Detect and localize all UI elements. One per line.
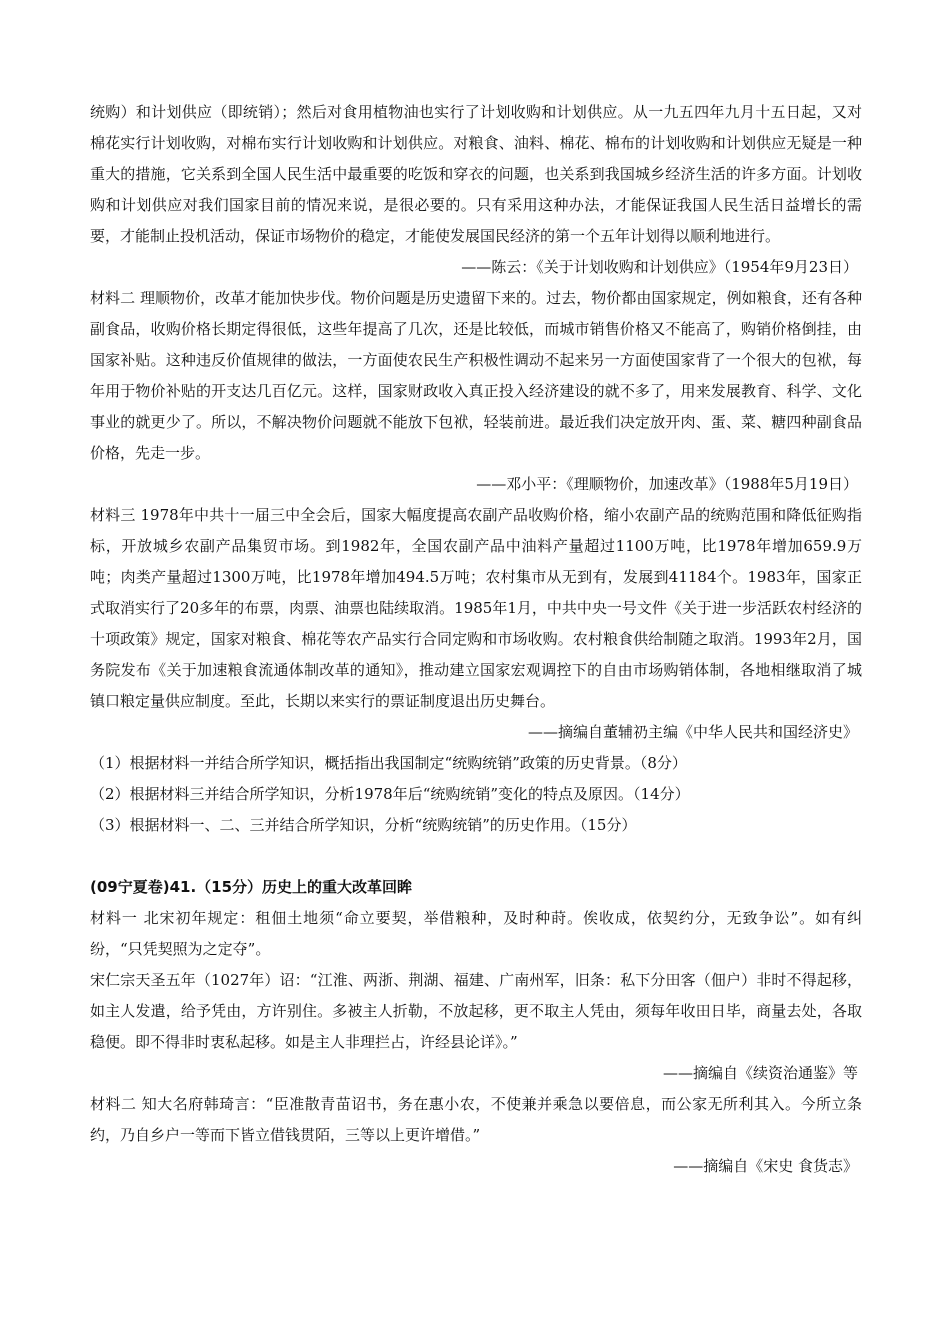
section-2-heading: (09宁夏卷)41.（15分）历史上的重大改革回眸 xyxy=(90,878,413,896)
passage-2-source: ——邓小平：《理顺物价，加速改革》（1988年5月19日） xyxy=(476,475,858,493)
passage-1-body: 统购）和计划供应（即统销）；然后对食用植物油也实行了计划收购和计划供应。从一九五四年九月十五日起，又对棉花实行计划收购，对棉布实行计划收购和计划供应。对粮食、油料、棉花、棉布的计划收购和计划供应无疑是一种重大的措施，它关系到全国人民生活中最重要的吃饭和穿衣的问题，也关系到我国城乡经济生活的许多方面。计划收购和计划供应对我们国家目前的情况来说，是很必要的。只有采用这种办法，才能保证我国人民生活日益增长的需要，才能制止投机活动，保证市场物价的稳定，才能使发展国民经济的第一个五年计划得以顺利地进行。 xyxy=(90,103,862,245)
passage-3-body: 材料三 1978年中共十一届三中全会后，国家大幅度提高农副产品收购价格，缩小农副产品的统购范围和降低征购指标，开放城乡农副产品集贸市场。到1982年，全国农副产品中油料产量超过1100万吨，比1978年增加659.9万吨；肉类产量超过1300万吨，比1978年增加494.5万吨；农村集市从无到有，发展到41184个。1983年，国家正式取消实行了20多年的布票，肉票、油票也陆续取消。1985年1月，中共中央一号文件《关于进一步活跃农村经济的十项政策》规定，国家对粮食、棉花等农产品实行合同定购和市场收购。农村粮食供给制随之取消。1993年2月，国务院发布《关于加速粮食流通体制改革的通知》，推动建立国家宏观调控下的自由市场购销体制，各地相继取消了城镇口粮定量供应制度。至此，长期以来实行的票证制度退出历史舞台。 xyxy=(90,506,862,710)
question-3: （3）根据材料一、二、三并结合所学知识，分析“统购统销”的历史作用。（15分） xyxy=(90,816,637,834)
section-2-material-1: 材料一 北宋初年规定：租佃土地须“命立要契，举借粮种，及时种莳。俟收成，依契约分，无致争讼”。如有纠纷，“只凭契照为之定夺”。 xyxy=(90,909,862,958)
section-2-material-1-decree: 宋仁宗天圣五年（1027年）诏：“江淮、两浙、荆湖、福建、广南州军，旧条：私下分田客（佃户）非时不得起移，如主人发遣，给予凭由，方许别住。多被主人折勒，不放起移，更不取主人凭由，须每年收田日毕，商量去处，各取稳便。即不得非时衷私起移。如是主人非理拦占，许经县论详》。” xyxy=(90,971,862,1051)
question-1: （1）根据材料一并结合所学知识，概括指出我国制定“统购统销”政策的历史背景。（8分） xyxy=(90,754,687,772)
section-2-material-1-source: ——摘编自《续资治通鉴》等 xyxy=(662,1064,858,1082)
question-2: （2）根据材料三并结合所学知识，分析1978年后“统购统销”变化的特点及原因。（14分） xyxy=(90,785,690,803)
passage-1-source: ——陈云：《关于计划收购和计划供应》（1954年9月23日） xyxy=(461,258,858,276)
passage-2-body: 材料二 理顺物价，改革才能加快步伐。物价问题是历史遗留下来的。过去，物价都由国家规定，例如粮食，还有各种副食品，收购价格长期定得很低，这些年提高了几次，还是比较低，而城市销售价格又不能高了，购销价格倒挂，由国家补贴。这种违反价值规律的做法，一方面使农民生产积极性调动不起来另一方面使国家背了一个很大的包袱，每年用于物价补贴的开支达几百亿元。这样，国家财政收入真正投入经济建设的就不多了，用来发展教育、科学、文化事业的就更少了。所以，不解决物价问题就不能放下包袱，轻装前进。最近我们决定放开肉、蛋、菜、糖四种副食品价格，先走一步。 xyxy=(90,289,862,462)
section-gap xyxy=(90,841,862,872)
section-2-material-2: 材料二 知大名府韩琦言：“臣准散青苗诏书，务在惠小农，不使兼并乘急以要倍息，而公家无所利其入。今所立条约，乃自乡户一等而下皆立借钱贯陌，三等以上更许增借。” xyxy=(90,1095,862,1144)
document-page xyxy=(90,97,862,1182)
section-2-material-2-source: ——摘编自《宋史 食货志》 xyxy=(673,1157,858,1175)
passage-3-source: ——摘编自董辅礽主编《中华人民共和国经济史》 xyxy=(527,723,858,741)
